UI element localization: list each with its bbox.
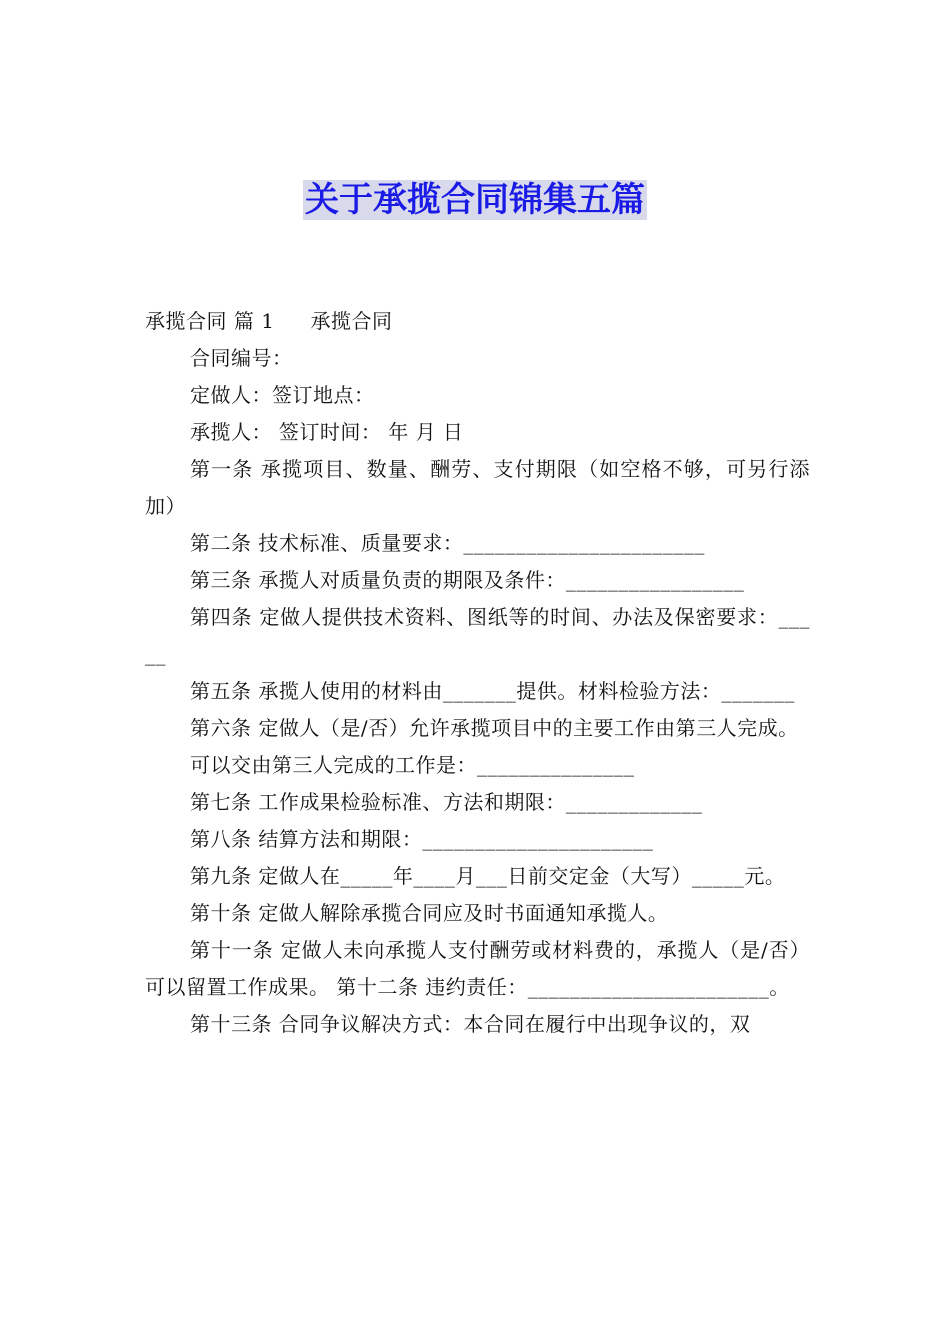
- paragraph-article-8: 第八条 结算方法和期限：______________________: [190, 827, 654, 851]
- paragraph-article-9: 第九条 定做人在_____年____月___日前交定金（大写）_____元。: [190, 864, 786, 888]
- paragraph-contract-number: 合同编号：: [190, 346, 293, 370]
- paragraph-article-13: 第十三条 合同争议解决方式：本合同在履行中出现争议的，双: [190, 1012, 751, 1036]
- paragraph-article-3: 第三条 承揽人对质量负责的期限及条件：_________________: [190, 568, 745, 592]
- paragraph-article-5: 第五条 承揽人使用的材料由_______提供。材料检验方法：_______: [190, 679, 795, 703]
- paragraph-contractor: 承揽人： 签订时间： 年 月 日: [190, 420, 464, 444]
- document-title-text: 关于承揽合同锦集五篇: [305, 180, 645, 220]
- section-heading-right: 承揽合同: [310, 309, 393, 333]
- paragraph-article-11-12: 第十一条 定做人未向承揽人支付酬劳或材料费的，承揽人（是/否）可以留置工作成果。 第十二条 违约责任：_______________________。: [145, 938, 810, 999]
- document-body: [145, 303, 810, 1043]
- section-heading: [145, 303, 810, 340]
- paragraph-article-2: 第二条 技术标准、质量要求：_______________________: [190, 531, 705, 555]
- paragraph-article-10: 第十条 定做人解除承揽合同应及时书面通知承揽人。: [190, 901, 669, 925]
- paragraph-third-party-work: 可以交由第三人完成的工作是：_______________: [190, 753, 635, 777]
- paragraph-article-6: 第六条 定做人（是/否）允许承揽项目中的主要工作由第三人完成。: [190, 716, 799, 740]
- section-heading-left: 承揽合同 篇 1: [145, 309, 275, 333]
- paragraph-article-7: 第七条 工作成果检验标准、方法和期限：_____________: [190, 790, 703, 814]
- paragraph-article-4: 第四条 定做人提供技术资料、图纸等的时间、办法及保密要求：_____: [145, 605, 810, 666]
- paragraph-orderer: 定做人：签订地点：: [190, 383, 375, 407]
- paragraph-article-1: 第一条 承揽项目、数量、酬劳、支付期限（如空格不够，可另行添加）: [145, 457, 810, 518]
- document-title: [0, 178, 950, 222]
